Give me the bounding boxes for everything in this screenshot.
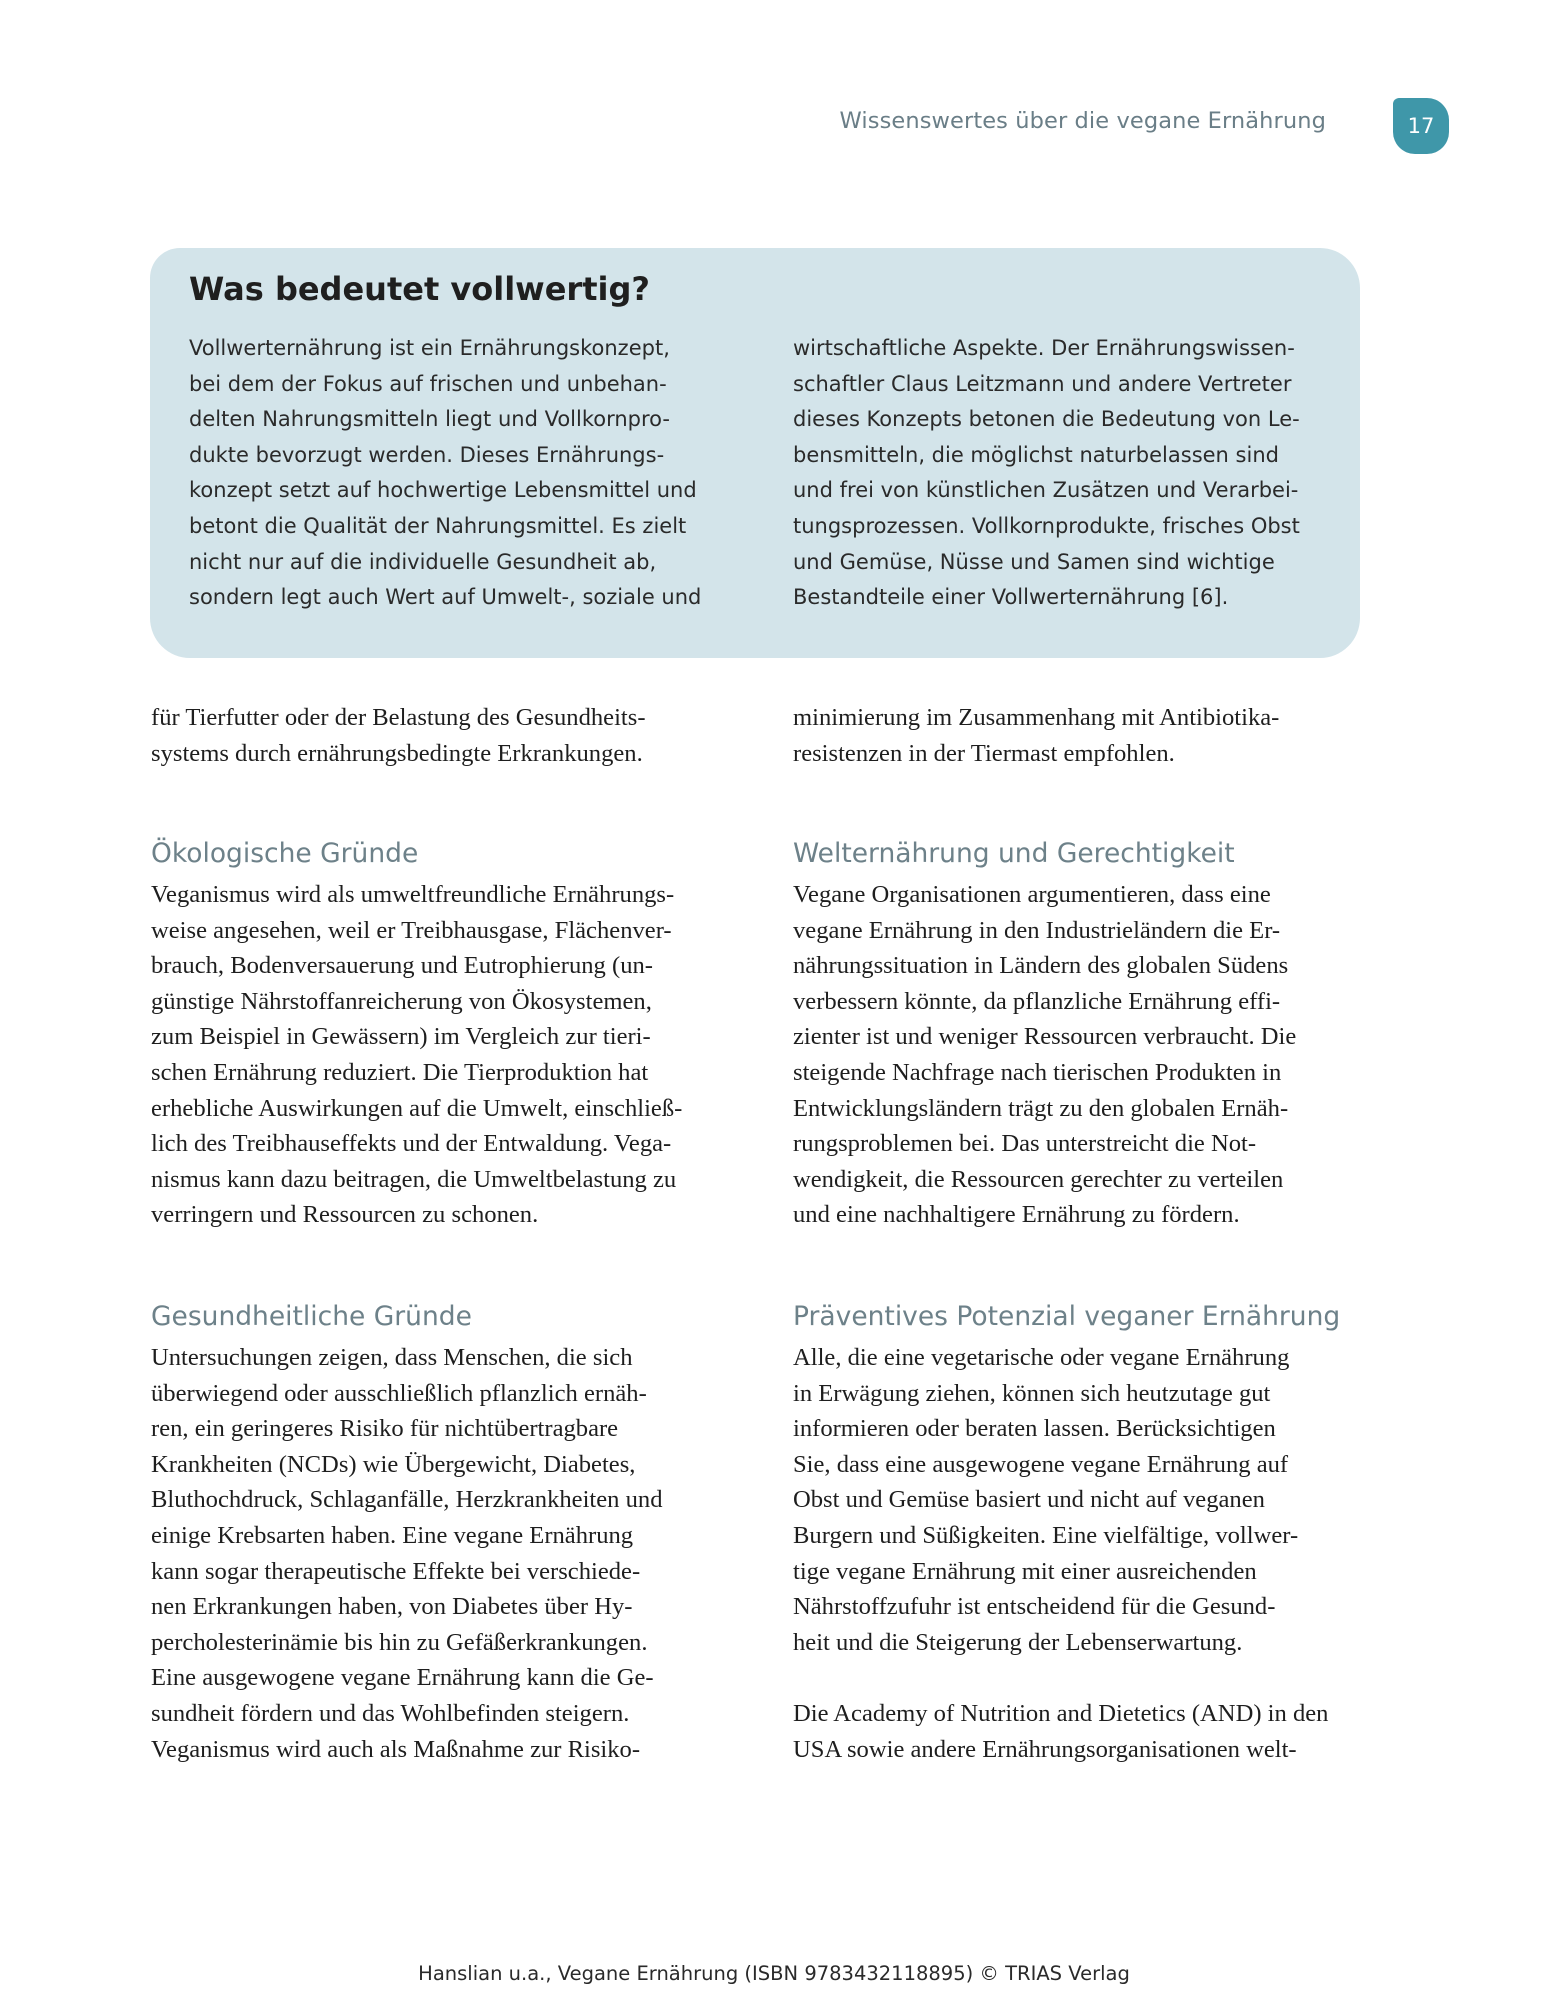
text-line: dukte bevorzugt werden. Dieses Ernährungs- — [189, 442, 665, 467]
page-number-badge: 17 — [1393, 98, 1449, 154]
text-line: einige Krebsarten haben. Eine vegane Ernährung — [151, 1521, 634, 1549]
text-line: betont die Qualität der Nahrungsmittel. Es zielt — [189, 513, 687, 538]
text-line: und eine nachhaltigere Ernährung zu fördern. — [793, 1201, 1240, 1229]
text-line: wirtschaftliche Aspekte. Der Ernährungswissen- — [793, 336, 1295, 360]
text-line: nismus kann dazu beitragen, die Umweltbelastung zu — [151, 1165, 677, 1193]
left-continuation — [151, 700, 726, 771]
text-line: Die Academy of Nutrition and Dietetics (AND) in den — [793, 1699, 1329, 1727]
text-line: lich des Treibhauseffekts und der Entwaldung. Vega- — [151, 1130, 672, 1158]
section-praeventives-potenzial — [793, 1300, 1368, 1767]
text-line: verbessern könnte, da pflanzliche Ernährung effi- — [793, 987, 1281, 1015]
text-line: Vegane Organisationen argumentieren, dass eine — [793, 881, 1271, 908]
text-line: Entwicklungsländern trägt zu den globalen Ernäh- — [793, 1094, 1289, 1122]
text-line: Nährstoffzufuhr ist entscheidend für die Gesund- — [793, 1593, 1276, 1621]
text-line: Vollwerternährung ist ein Ernährungskonzept, — [189, 336, 670, 360]
body-paragraph — [793, 700, 1368, 771]
text-line: konzept setzt auf hochwertige Lebensmittel und — [189, 478, 697, 503]
body-paragraph — [793, 1696, 1368, 1767]
footer-citation: Hanslian u.a., Vegane Ernährung (ISBN 9783432118895) © TRIAS Verlag — [418, 1962, 1130, 1985]
text-line: weise angesehen, weil er Treibhausgase, Flächenver- — [151, 916, 672, 944]
text-line: Bestandteile einer Vollwerternährung [6]. — [793, 585, 1229, 610]
section-heading: Welternährung und Gerechtigkeit — [793, 838, 1235, 869]
info-box-title: Was bedeutet vollwertig? — [189, 270, 650, 308]
text-line: Bluthochdruck, Schlaganfälle, Herzkrankheiten und — [151, 1486, 663, 1514]
body-paragraph — [151, 700, 726, 771]
text-line: kann sogar therapeutische Effekte bei verschiede- — [151, 1557, 641, 1585]
text-line: steigende Nachfrage nach tierischen Produkten in — [793, 1058, 1282, 1086]
section-oekologische-gruende — [151, 837, 726, 1233]
text-line: günstige Nährstoffanreicherung von Ökosystemen, — [151, 987, 652, 1015]
text-line: bei dem der Fokus auf frischen und unbehan- — [189, 371, 667, 396]
text-line: minimierung im Zusammenhang mit Antibiotika- — [793, 704, 1280, 731]
text-line: und Gemüse, Nüsse und Samen sind wichtige — [793, 549, 1275, 574]
text-line: dieses Konzepts betonen die Bedeutung von Le- — [793, 407, 1300, 432]
text-line: überwiegend oder ausschließlich pflanzlich ernäh- — [151, 1379, 647, 1407]
section-heading: Präventives Potenzial veganer Ernährung — [793, 1301, 1341, 1332]
section-welternaehrung — [793, 837, 1368, 1233]
text-line: percholesterinämie bis hin zu Gefäßerkrankungen. — [151, 1628, 648, 1656]
text-line: erhebliche Auswirkungen auf die Umwelt, einschließ- — [151, 1094, 683, 1122]
section-heading: Ökologische Gründe — [151, 838, 419, 869]
text-line: schaftler Claus Leitzmann und andere Vertreter — [793, 371, 1292, 396]
text-line: tungsprozessen. Vollkornprodukte, frisches Obst — [793, 513, 1300, 538]
text-line: Veganismus wird auch als Maßnahme zur Risiko- — [151, 1735, 641, 1763]
body-paragraph — [151, 1340, 726, 1767]
body-paragraph — [151, 877, 726, 1233]
text-line: und frei von künstlichen Zusätzen und Verarbei- — [793, 478, 1299, 503]
right-continuation — [793, 700, 1368, 771]
text-line: zum Beispiel in Gewässern) im Vergleich zur tieri- — [151, 1023, 651, 1051]
text-line: heit und die Steigerung der Lebenserwartung. — [793, 1628, 1243, 1656]
text-line: sondern legt auch Wert auf Umwelt-, soziale und — [189, 585, 702, 610]
text-line: vegane Ernährung in den Industrieländern die Er- — [793, 916, 1281, 944]
text-line: bensmitteln, die möglichst naturbelassen sind — [793, 442, 1279, 467]
text-line: brauch, Bodenversauerung und Eutrophierung (un- — [151, 952, 653, 980]
text-line: Burgern und Süßigkeiten. Eine vielfältige, vollwer- — [793, 1521, 1299, 1549]
text-line: systems durch ernährungsbedingte Erkrankungen. — [151, 739, 643, 767]
text-line: sundheit fördern und das Wohlbefinden steigern. — [151, 1699, 630, 1727]
text-line: Obst und Gemüse basiert und nicht auf veganen — [793, 1486, 1265, 1514]
text-line: Veganismus wird als umweltfreundliche Ernährungs- — [151, 881, 675, 908]
text-line: Eine ausgewogene vegane Ernährung kann die Ge- — [151, 1664, 654, 1692]
text-line: für Tierfutter oder der Belastung des Gesundheits- — [151, 704, 646, 731]
body-paragraph — [793, 877, 1368, 1233]
text-line: rungsproblemen bei. Das unterstreicht die Not- — [793, 1130, 1257, 1158]
text-line: schen Ernährung reduziert. Die Tierproduktion hat — [151, 1058, 649, 1086]
text-line: ren, ein geringeres Risiko für nichtübertragbare — [151, 1415, 619, 1443]
text-line: resistenzen in der Tiermast empfohlen. — [793, 739, 1175, 767]
section-heading: Gesundheitliche Gründe — [151, 1301, 472, 1332]
info-box-right-column — [793, 331, 1353, 616]
text-line: delten Nahrungsmitteln liegt und Vollkornpro- — [189, 407, 670, 432]
text-line: nen Erkrankungen haben, von Diabetes über Hy- — [151, 1593, 633, 1621]
info-box-left-column — [189, 331, 749, 616]
text-line: Sie, dass eine ausgewogene vegane Ernährung auf — [793, 1450, 1289, 1478]
text-line: tige vegane Ernährung mit einer ausreichenden — [793, 1557, 1257, 1585]
text-line: zienter ist und weniger Ressourcen verbraucht. Die — [793, 1023, 1297, 1051]
text-line: in Erwägung ziehen, können sich heutzutage gut — [793, 1379, 1271, 1407]
section-gesundheitliche-gruende — [151, 1300, 726, 1767]
running-header: Wissenswertes über die vegane Ernährung — [839, 108, 1326, 134]
text-line: wendigkeit, die Ressourcen gerechter zu verteilen — [793, 1165, 1284, 1193]
text-line: informieren oder beraten lassen. Berücksichtigen — [793, 1415, 1276, 1443]
text-line: Untersuchungen zeigen, dass Menschen, die sich — [151, 1344, 633, 1371]
text-line: USA sowie andere Ernährungsorganisationen welt- — [793, 1735, 1297, 1763]
text-line: nährungssituation in Ländern des globalen Südens — [793, 952, 1289, 980]
text-line: Krankheiten (NCDs) wie Übergewicht, Diabetes, — [151, 1450, 636, 1478]
text-line: verringern und Ressourcen zu schonen. — [151, 1201, 539, 1229]
body-paragraph — [793, 1340, 1368, 1660]
text-line: nicht nur auf die individuelle Gesundheit ab, — [189, 549, 657, 574]
text-line: Alle, die eine vegetarische oder vegane Ernährung — [793, 1344, 1290, 1371]
